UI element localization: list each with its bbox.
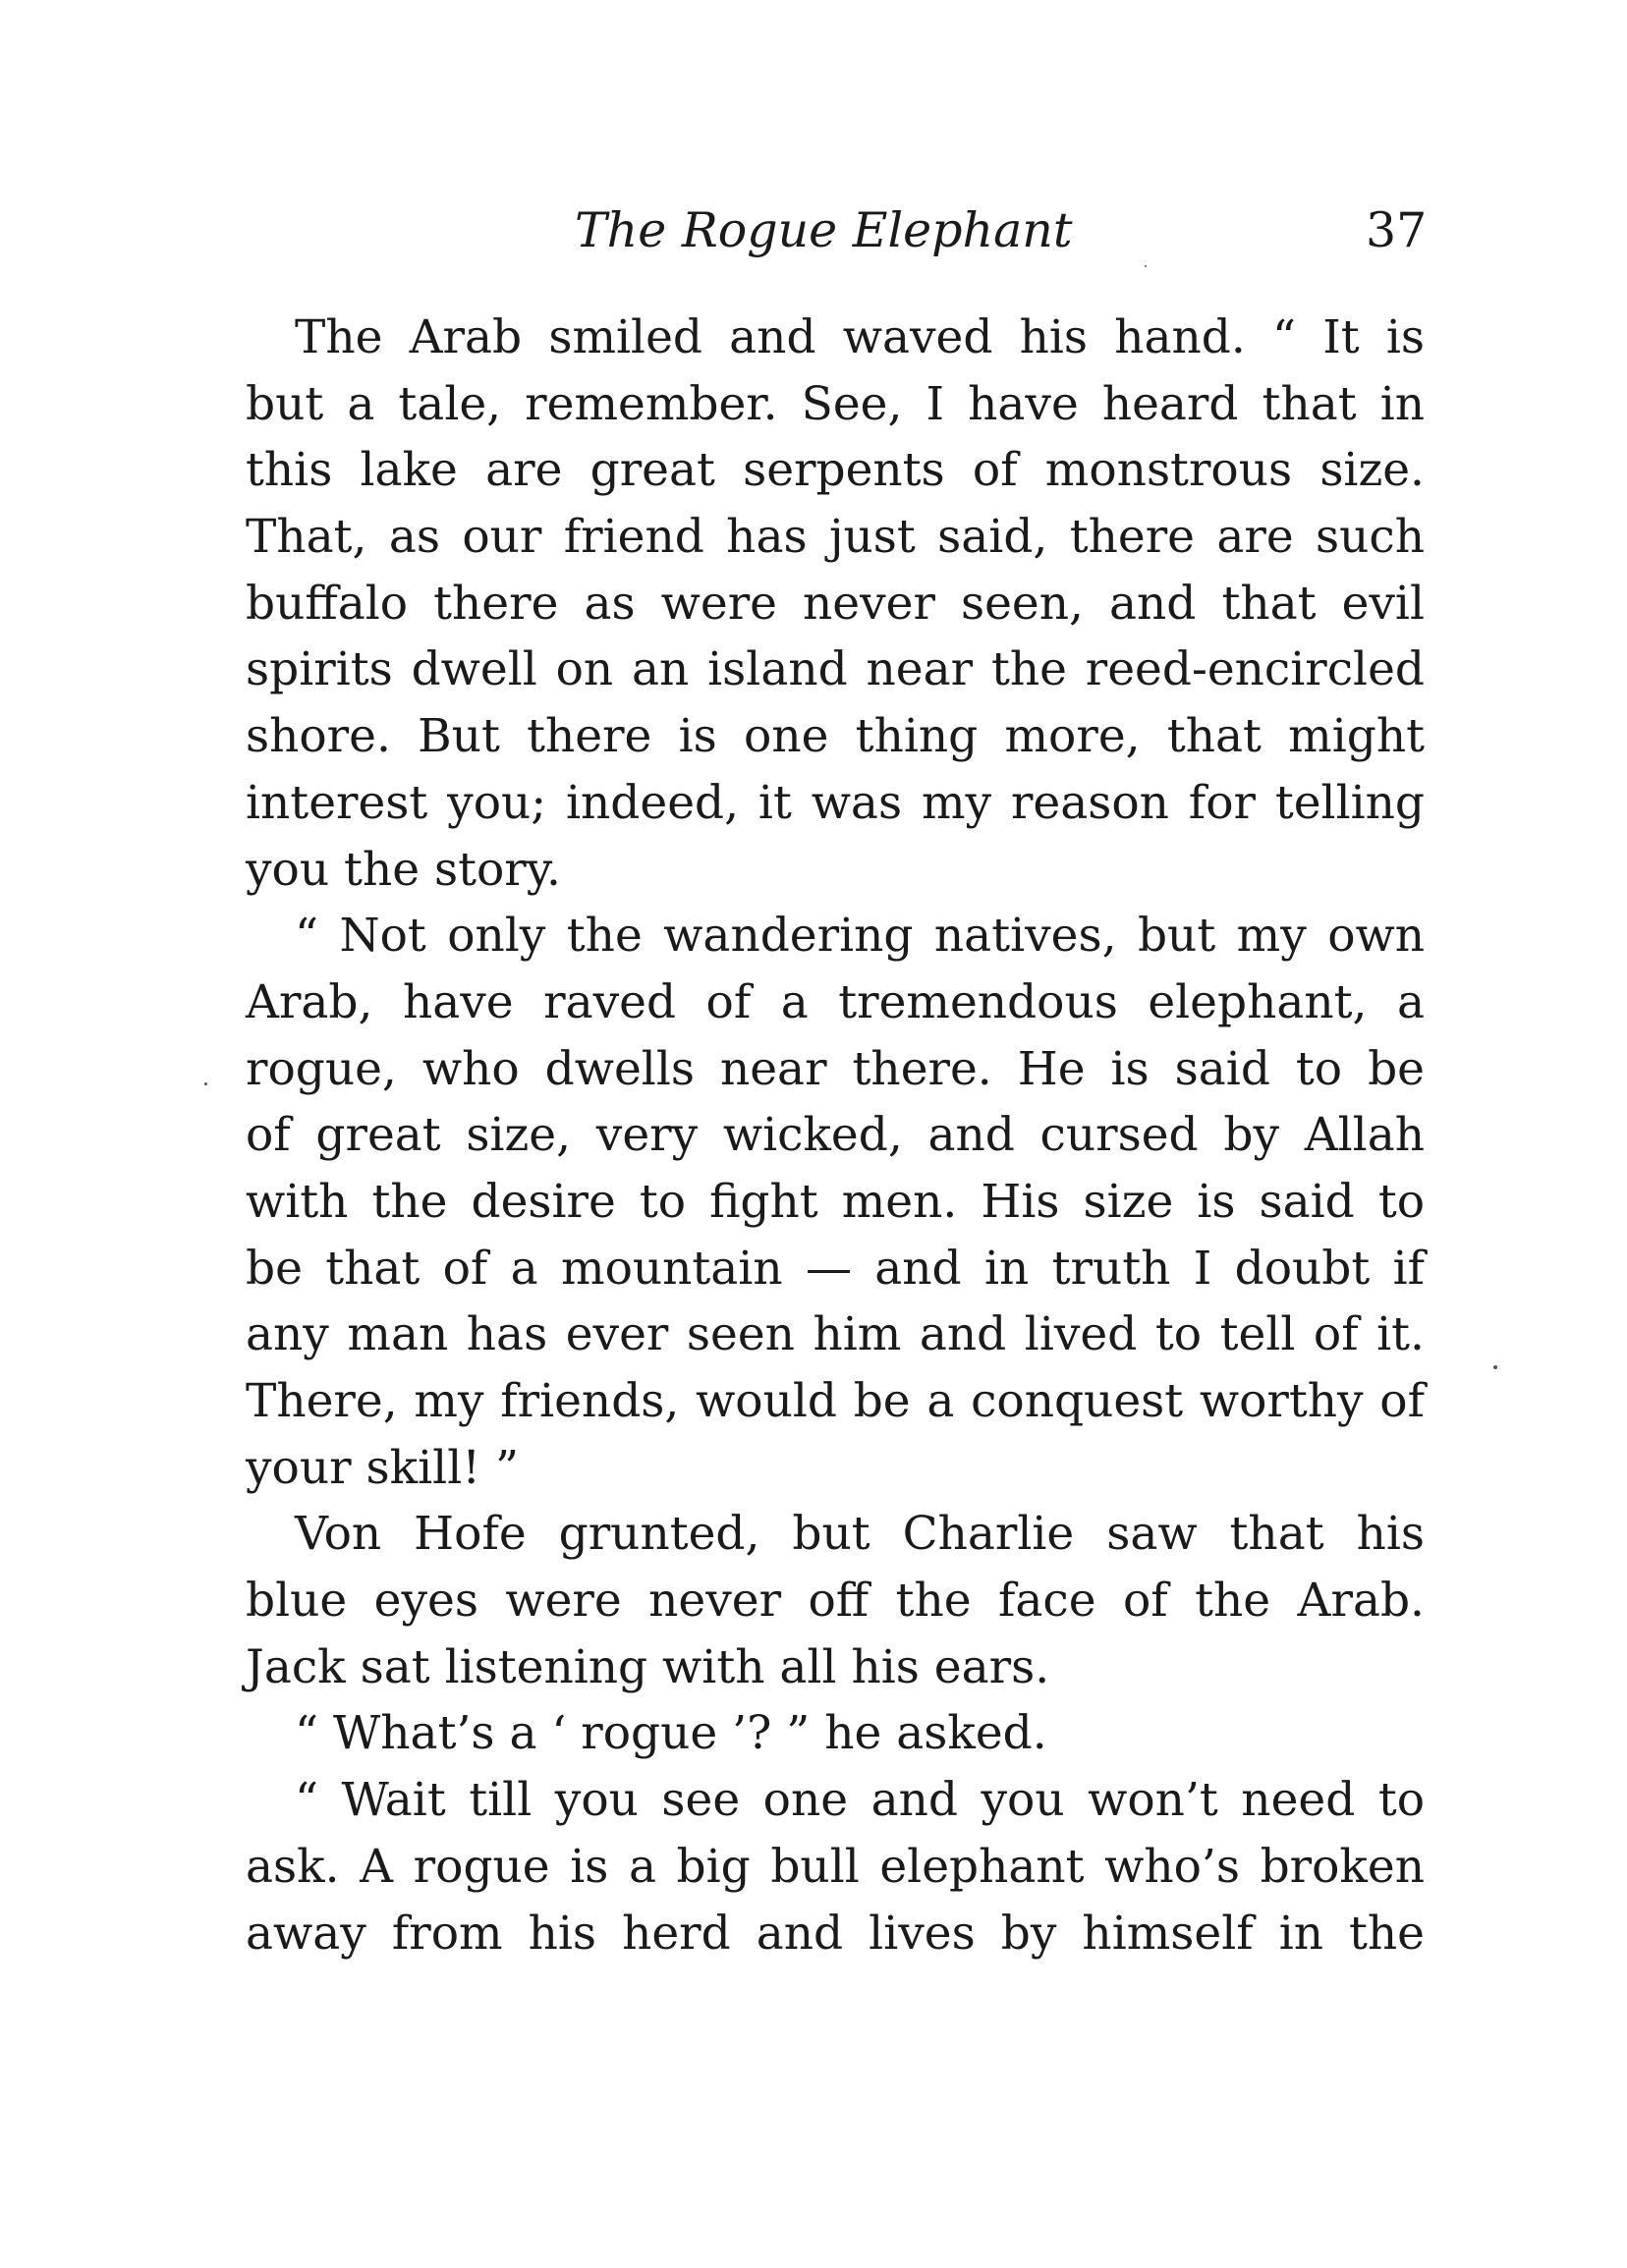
running-title: The Rogue Elephant <box>575 202 1073 258</box>
text-line: “ What’s a ‘ rogue ’? ” he asked. <box>295 1706 1047 1761</box>
text-line: this lake are great serpents of monstrous size. <box>246 443 1425 498</box>
text-line: away from his herd and lives by himself in the <box>246 1906 1425 1961</box>
text-line: blue eyes were never off the face of the Arab. <box>246 1574 1425 1629</box>
text-line: Von Hofe grunted, but Charlie saw that his <box>295 1507 1425 1562</box>
text-line: spirits dwell on an island near the reed-encircled <box>246 642 1425 697</box>
text-line: of great size, very wicked, and cursed by Allah <box>246 1108 1425 1163</box>
text-line: The Arab smiled and waved his hand. “ It is <box>295 310 1425 364</box>
text-line: Jack sat listening with all his ears. <box>246 1639 1050 1694</box>
text-line: buffalo there as were never seen, and that evil <box>246 576 1425 631</box>
text-line: “ Not only the wandering natives, but my own <box>295 909 1425 964</box>
text-line: be that of a mountain — and in truth I doubt if <box>246 1241 1425 1296</box>
page-number: 37 <box>1366 202 1428 258</box>
scan-speck <box>1493 1365 1497 1369</box>
scan-speck <box>1145 265 1147 267</box>
text-line: There, my friends, would be a conquest worthy of <box>246 1374 1425 1428</box>
running-head <box>246 196 1428 265</box>
text-line: Arab, have raved of a tremendous elephant, a <box>246 974 1425 1029</box>
text-line: ask. A rogue is a big bull elephant who’s broken <box>246 1839 1425 1894</box>
text-line: rogue, who dwells near there. He is said to be <box>246 1041 1425 1096</box>
text-line: That, as our friend has just said, there are such <box>246 510 1425 565</box>
text-line: “ Wait till you see one and you won’t need to <box>295 1773 1425 1828</box>
text-line: shore. But there is one thing more, that might <box>246 709 1425 764</box>
text-line: interest you; indeed, it was my reason for telling <box>246 775 1425 830</box>
text-line: your skill! ” <box>246 1440 520 1495</box>
text-line: you the story. <box>246 842 561 897</box>
text-line: but a tale, remember. See, I have heard that in <box>246 376 1425 431</box>
text-line: with the desire to fight men. His size is said to <box>246 1174 1425 1229</box>
scan-speck <box>204 1082 207 1085</box>
text-line: any man has ever seen him and lived to tell of it. <box>246 1307 1425 1362</box>
body-text <box>246 304 1425 1966</box>
